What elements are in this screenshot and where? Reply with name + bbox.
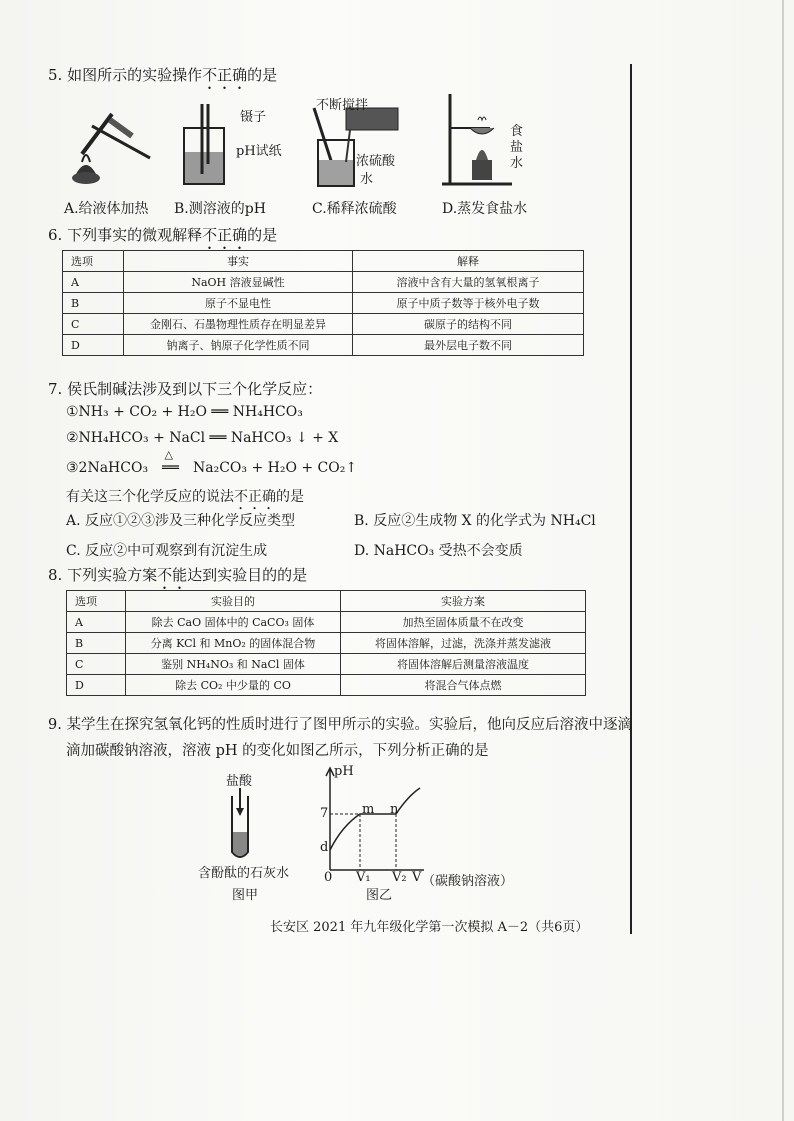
table-row — [67, 654, 586, 675]
q6-stem-post: 的是 — [247, 226, 278, 244]
q7-sub-stem — [66, 486, 304, 513]
cell: 除去 CaO 固体中的 CaCO₃ 固体 — [126, 612, 341, 633]
fig-b-caption: 图乙 — [366, 888, 393, 903]
label-water: 水 — [360, 172, 374, 187]
label-salt-2: 盐 — [510, 140, 524, 155]
q7-reaction-2: ②NH₄HCO₃ + NaCl ══ NaHCO₃ ↓ + X — [66, 430, 339, 446]
fig-a-test-tube — [226, 788, 256, 864]
q5-figure-b — [180, 104, 240, 188]
q8-stem-emph: 不能 — [157, 566, 188, 584]
q7-sub-emph: 不正确 — [234, 489, 276, 505]
cell: 原子不显电性 — [124, 293, 353, 314]
q6-stem-emph: 不正确 — [202, 226, 248, 244]
fig-b-y7: 7 — [320, 806, 329, 821]
q8-header-plan: 实验方案 — [341, 591, 586, 612]
q6-table — [62, 250, 584, 356]
table-row — [63, 272, 584, 293]
q7-r3-right: Na₂CO₃ + H₂O + CO₂↑ — [192, 460, 358, 476]
table-row — [63, 335, 584, 356]
q8-header-goal: 实验目的 — [126, 591, 341, 612]
q6-stem-pre: 6. 下列事实的微观解释 — [48, 226, 203, 244]
fig-a-label-lime-water: 含酚酞的石灰水 — [198, 866, 290, 881]
q5-figure-a — [62, 96, 172, 196]
q5-option-c: C.稀释浓硫酸 — [312, 201, 397, 217]
label-salt-3: 水 — [510, 156, 524, 171]
table-row — [67, 675, 586, 696]
cell: 将混合气体点燃 — [341, 675, 586, 696]
q5-stem-pre: 5. 如图所示的实验操作 — [48, 66, 203, 84]
column-divider — [630, 64, 632, 934]
fig-b-ph-curve — [320, 766, 430, 876]
q7-r2-right: NaHCO₃ ↓ + X — [230, 430, 339, 446]
cell: B — [67, 633, 126, 654]
cell: B — [63, 293, 124, 314]
q7-r1-right: NH₄HCO₃ — [232, 404, 303, 420]
q7-option-b: B. 反应②生成物 X 的化学式为 NH₄Cl — [354, 513, 596, 529]
cell: NaOH 溶液显碱性 — [124, 272, 353, 293]
cell: D — [63, 335, 124, 356]
q5-stem-emph: 不正确 — [202, 66, 248, 84]
table-row — [63, 293, 584, 314]
table-header-row — [67, 591, 586, 612]
q7-r3-left: ③2NaHCO₃ — [66, 460, 149, 476]
fig-b-xlabel: （碳酸钠溶液） — [422, 874, 514, 889]
table-header-row — [63, 251, 584, 272]
fig-b-m: m — [362, 802, 375, 817]
q5-stem-post: 的是 — [247, 66, 278, 84]
q8-header-option: 选项 — [67, 591, 126, 612]
cell: A — [63, 272, 124, 293]
table-row — [67, 633, 586, 654]
cell: 碳原子的结构不同 — [353, 314, 584, 335]
q5-option-b: B.测溶液的pH — [174, 201, 266, 217]
q7-sub-post: 的是 — [276, 489, 304, 505]
q8-stem-pre: 8. 下列实验方案 — [48, 566, 158, 584]
cell: 将固体溶解，过滤，洗涤并蒸发滤液 — [341, 633, 586, 654]
fig-b-v1: V₁ — [356, 870, 371, 885]
label-salt-1: 食 — [510, 124, 524, 139]
q5-option-d: D.蒸发食盐水 — [442, 201, 528, 217]
question-6-stem — [48, 226, 277, 253]
fig-b-origin: 0 — [324, 870, 333, 885]
q6-header-fact: 事实 — [124, 251, 353, 272]
q8-stem-post: 达到实验目的的是 — [187, 566, 308, 584]
q7-option-a: A. 反应①②③涉及三种化学反应类型 — [66, 513, 296, 529]
q7-sub-pre: 有关这三个化学反应的说法 — [66, 489, 234, 505]
question-9-line-1: 9. 某学生在探究氢氧化钙的性质时进行了图甲所示的实验。实验后，他向反应后溶液中逐滴 — [48, 717, 632, 733]
fig-b-v: V — [412, 870, 422, 885]
fig-b-n: n — [390, 802, 399, 817]
cell: 除去 CO₂ 中少量的 CO — [126, 675, 341, 696]
q7-r1-left: ①NH₃ + CO₂ + H₂O — [66, 404, 207, 420]
cell: D — [67, 675, 126, 696]
cell: 鉴别 NH₄NO₃ 和 NaCl 固体 — [126, 654, 341, 675]
cell: 将固体溶解后测量溶液温度 — [341, 654, 586, 675]
q7-option-d: D. NaHCO₃ 受热不会变质 — [354, 543, 523, 559]
label-stir: 不断搅拌 — [316, 98, 369, 113]
label-acid: 浓硫酸 — [356, 154, 396, 169]
fig-b-d: d — [320, 840, 329, 855]
cell: 钠离子、钠原子化学性质不同 — [124, 335, 353, 356]
fig-b-ylabel: pH — [334, 764, 354, 779]
cell: 原子中质子数等于核外电子数 — [353, 293, 584, 314]
q7-reaction-3: ③2NaHCO₃ △ ══ Na₂CO₃ + H₂O + CO₂↑ — [66, 448, 358, 476]
cell: 分离 KCl 和 MnO₂ 的固体混合物 — [126, 633, 341, 654]
q6-header-explain: 解释 — [353, 251, 584, 272]
cell: A — [67, 612, 126, 633]
cell: 加热至固体质量不在改变 — [341, 612, 586, 633]
label-tweezers: 镊子 — [240, 110, 267, 125]
q7-r3-condition: △ — [164, 448, 173, 461]
page-footer: 长安区 2021 年九年级化学第一次模拟 A－2（共6页） — [270, 920, 589, 935]
page-fold-line — [782, 0, 784, 1121]
question-7-stem: 7. 侯氏制碱法涉及到以下三个化学反应： — [48, 380, 323, 398]
cell: 金刚石、石墨物理性质存在明显差异 — [124, 314, 353, 335]
q5-option-a: A.给液体加热 — [64, 201, 149, 217]
fig-a-label-acid: 盐酸 — [226, 774, 253, 789]
q7-option-c: C. 反应②中可观察到有沉淀生成 — [66, 543, 268, 559]
q7-r2-left: ②NH₄HCO₃ + NaCl — [66, 430, 206, 446]
q6-header-option: 选项 — [63, 251, 124, 272]
cell: C — [63, 314, 124, 335]
q8-table — [66, 590, 586, 696]
q7-reaction-1: ①NH₃ + CO₂ + H₂O ══ NH₄HCO₃ — [66, 404, 303, 420]
fig-b-v2: V₂ — [392, 870, 407, 885]
question-5-stem — [48, 66, 277, 93]
question-8-stem — [48, 566, 307, 593]
cell: 最外层电子数不同 — [353, 335, 584, 356]
table-row — [63, 314, 584, 335]
fig-a-caption: 图甲 — [232, 888, 259, 903]
question-9-line-2: 滴加碳酸钠溶液，溶液 pH 的变化如图乙所示，下列分析正确的是 — [66, 743, 489, 759]
cell: C — [67, 654, 126, 675]
table-row — [67, 612, 586, 633]
label-ph-paper: pH试纸 — [236, 144, 282, 159]
cell: 溶液中含有大量的氢氧根离子 — [353, 272, 584, 293]
